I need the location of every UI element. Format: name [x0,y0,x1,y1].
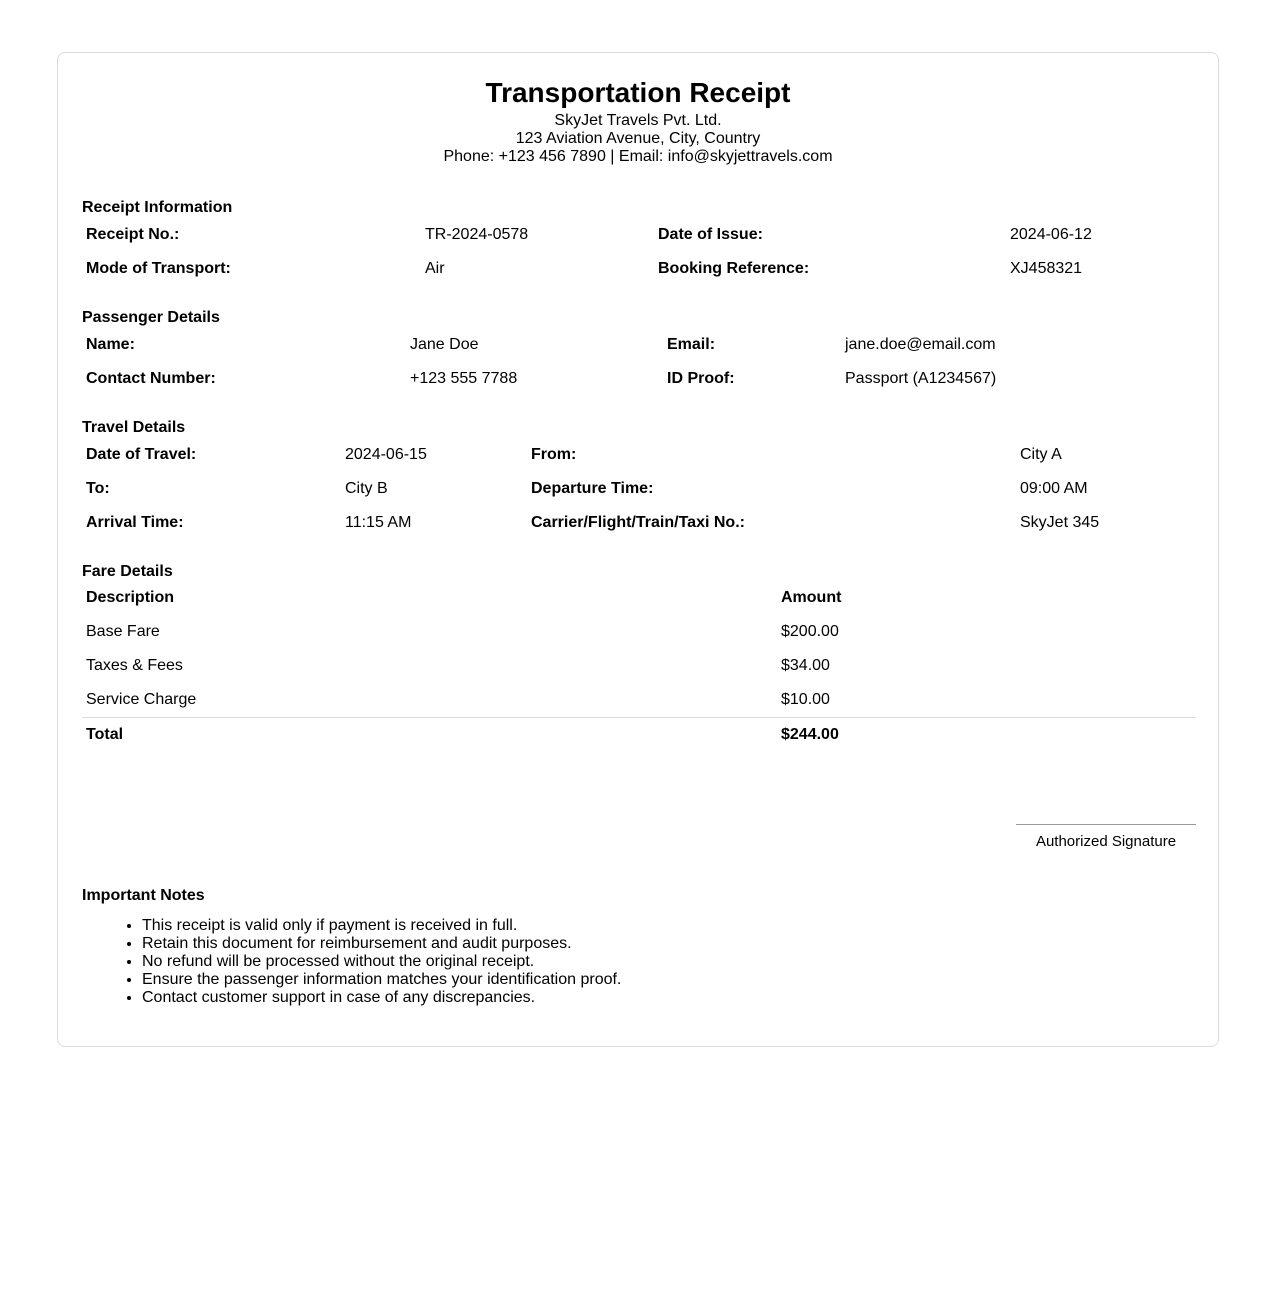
total-row [82,718,1196,752]
company-contact: Phone: +123 456 7890 | Email: info@skyjettravels.com [443,148,833,165]
table-row [82,683,1196,718]
list-item: • Contact customer support in case of any discrepancies. [142,989,621,1007]
table-row [82,615,1196,649]
fare-description: Taxes & Fees [86,657,183,674]
carrier-label: Carrier/Flight/Train/Taxi No.: [531,514,745,531]
arrival-label: Arrival Time: [86,514,184,531]
receipt-card [57,52,1219,1047]
passenger-contact-label: Contact Number: [86,370,216,387]
company-address: 123 Aviation Avenue, City, Country [515,130,761,147]
table-row [82,649,1196,683]
fare-col-amount: Amount [781,589,842,606]
travel-table [82,436,1196,542]
mode-value: Air [425,260,445,277]
passenger-contact-value: +123 555 7788 [410,370,518,387]
total-label: Total [82,718,777,752]
fare-table [82,581,1196,751]
fare-title: Fare Details [82,563,173,580]
booking-ref-label: Booking Reference: [658,260,810,277]
travel-from-value: City A [1020,446,1062,463]
travel-to-value: City B [345,480,388,497]
passenger-name-label: Name: [86,336,135,353]
total-value: $244.00 [777,718,1196,752]
fare-amount: $10.00 [781,691,830,708]
fare-description: Service Charge [86,691,197,708]
notes-list [82,917,621,1007]
travel-title: Travel Details [82,419,186,436]
receipt-header [58,77,1218,166]
receipt-no-label: Receipt No.: [86,226,180,243]
carrier-value: SkyJet 345 [1020,514,1100,531]
travel-from-label: From: [531,446,577,463]
departure-label: Departure Time: [531,480,654,497]
list-item: • This receipt is valid only if payment is received in full. [142,917,621,935]
arrival-value: 11:15 AM [345,514,412,531]
passenger-id-value: Passport (A1234567) [845,370,997,387]
receipt-info-table [82,216,1196,288]
passenger-email-label: Email: [667,336,716,353]
receipt-info-title: Receipt Information [82,199,233,216]
page-title: Transportation Receipt [485,77,791,108]
booking-ref-value: XJ458321 [1010,260,1083,277]
travel-date-value: 2024-06-15 [345,446,427,463]
date-of-issue-label: Date of Issue: [658,226,763,243]
passenger-email-value: jane.doe@email.com [845,336,996,353]
receipt-no-value: TR-2024-0578 [425,226,529,243]
fare-amount: $34.00 [781,657,830,674]
important-notes [82,887,621,1007]
list-item: • Ensure the passenger information matches your identification proof. [142,971,621,989]
list-item: • Retain this document for reimbursement and audit purposes. [142,935,621,953]
departure-value: 09:00 AM [1020,480,1088,497]
passenger-title: Passenger Details [82,309,220,326]
date-of-issue-value: 2024-06-12 [1010,226,1092,243]
mode-label: Mode of Transport: [86,260,231,277]
fare-description: Base Fare [86,623,160,640]
passenger-name-value: Jane Doe [410,336,479,353]
fare-amount: $200.00 [781,623,839,640]
passenger-table [82,326,1196,398]
travel-date-label: Date of Travel: [86,446,197,463]
passenger-id-label: ID Proof: [667,370,735,387]
authorized-signature: Authorized Signature [1016,824,1196,850]
notes-title: Important Notes [82,887,205,904]
company-name: SkyJet Travels Pvt. Ltd. [554,112,722,129]
fare-col-description: Description [86,589,175,606]
list-item: • No refund will be processed without the original receipt. [142,953,621,971]
travel-to-label: To: [86,480,110,497]
